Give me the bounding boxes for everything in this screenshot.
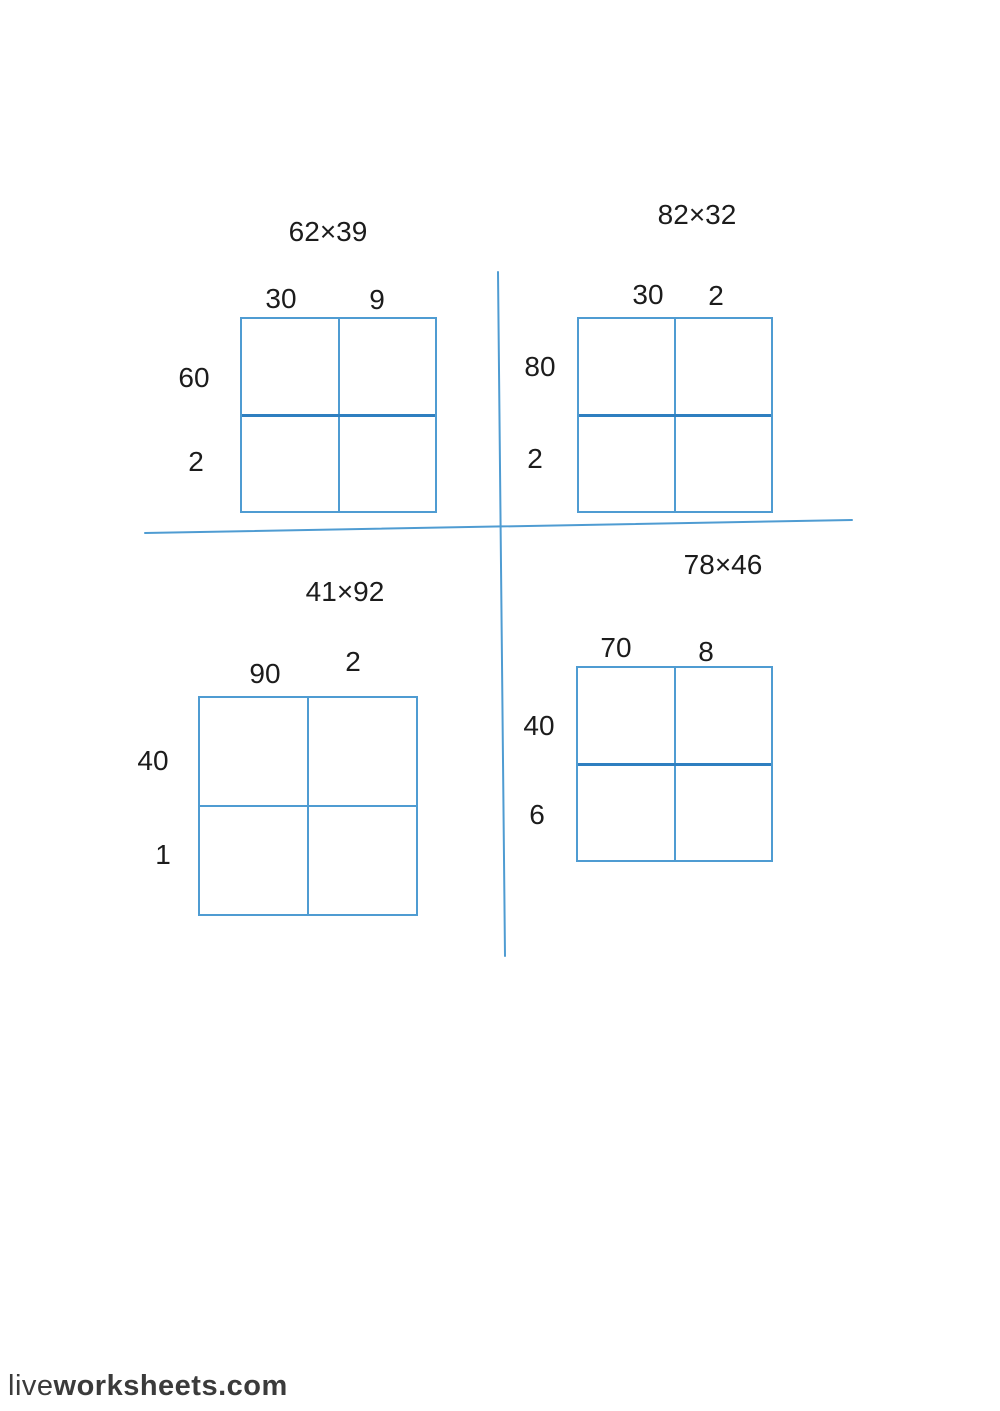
row-label: 40 [523,710,555,741]
grid-inner-horizontal-line [200,805,416,807]
column-label: 9 [369,284,385,315]
area-model-grid-82x32 [577,317,773,513]
answer-cell-q3-r2c1[interactable] [201,809,305,913]
grid-inner-horizontal-line [242,414,435,417]
problem-title: 78×46 [683,549,763,580]
problem-title: 41×92 [305,576,385,607]
answer-cell-q1-r1c1[interactable] [243,320,336,412]
answer-cell-q1-r2c1[interactable] [243,418,336,510]
row-label: 1 [155,839,171,870]
row-label: 2 [527,443,543,474]
row-label: 2 [188,446,204,477]
answer-cell-q4-r2c2[interactable] [678,767,771,859]
answer-cell-q3-r2c2[interactable] [311,809,415,913]
answer-cell-q4-r1c1[interactable] [579,669,672,761]
answer-cell-q1-r1c2[interactable] [342,320,435,412]
row-label: 40 [137,745,169,776]
quadrant-divider-horizontal [145,520,852,533]
row-label: 80 [524,351,556,382]
area-model-grid-41x92 [198,696,418,916]
quadrant-divider-vertical [498,272,505,956]
watermark-suffix: worksheets.com [53,1370,288,1402]
answer-cell-q3-r1c2[interactable] [311,699,415,803]
answer-cell-q4-r2c1[interactable] [579,767,672,859]
answer-cell-q3-r1c1[interactable] [201,699,305,803]
answer-cell-q4-r1c2[interactable] [678,669,771,761]
column-label: 2 [708,280,724,311]
problem-title: 82×32 [657,199,737,230]
answer-cell-q2-r2c2[interactable] [678,418,770,510]
column-label: 8 [698,636,714,667]
row-label: 6 [529,799,545,830]
area-model-grid-78x46 [576,666,773,862]
column-label: 2 [345,646,361,677]
area-model-grid-62x39 [240,317,437,513]
column-label: 30 [265,283,297,314]
grid-inner-horizontal-line [579,414,771,417]
answer-cell-q1-r2c2[interactable] [342,418,435,510]
answer-cell-q2-r2c1[interactable] [580,418,672,510]
column-label: 70 [600,632,632,663]
grid-inner-horizontal-line [578,763,771,766]
column-label: 30 [632,279,664,310]
answer-cell-q2-r1c2[interactable] [678,320,770,412]
watermark-prefix: live [8,1370,54,1402]
watermark-liveworksheets [8,1370,288,1403]
row-label: 60 [178,362,210,393]
answer-cell-q2-r1c1[interactable] [580,320,672,412]
problem-title: 62×39 [288,216,368,247]
column-label: 90 [249,658,281,689]
